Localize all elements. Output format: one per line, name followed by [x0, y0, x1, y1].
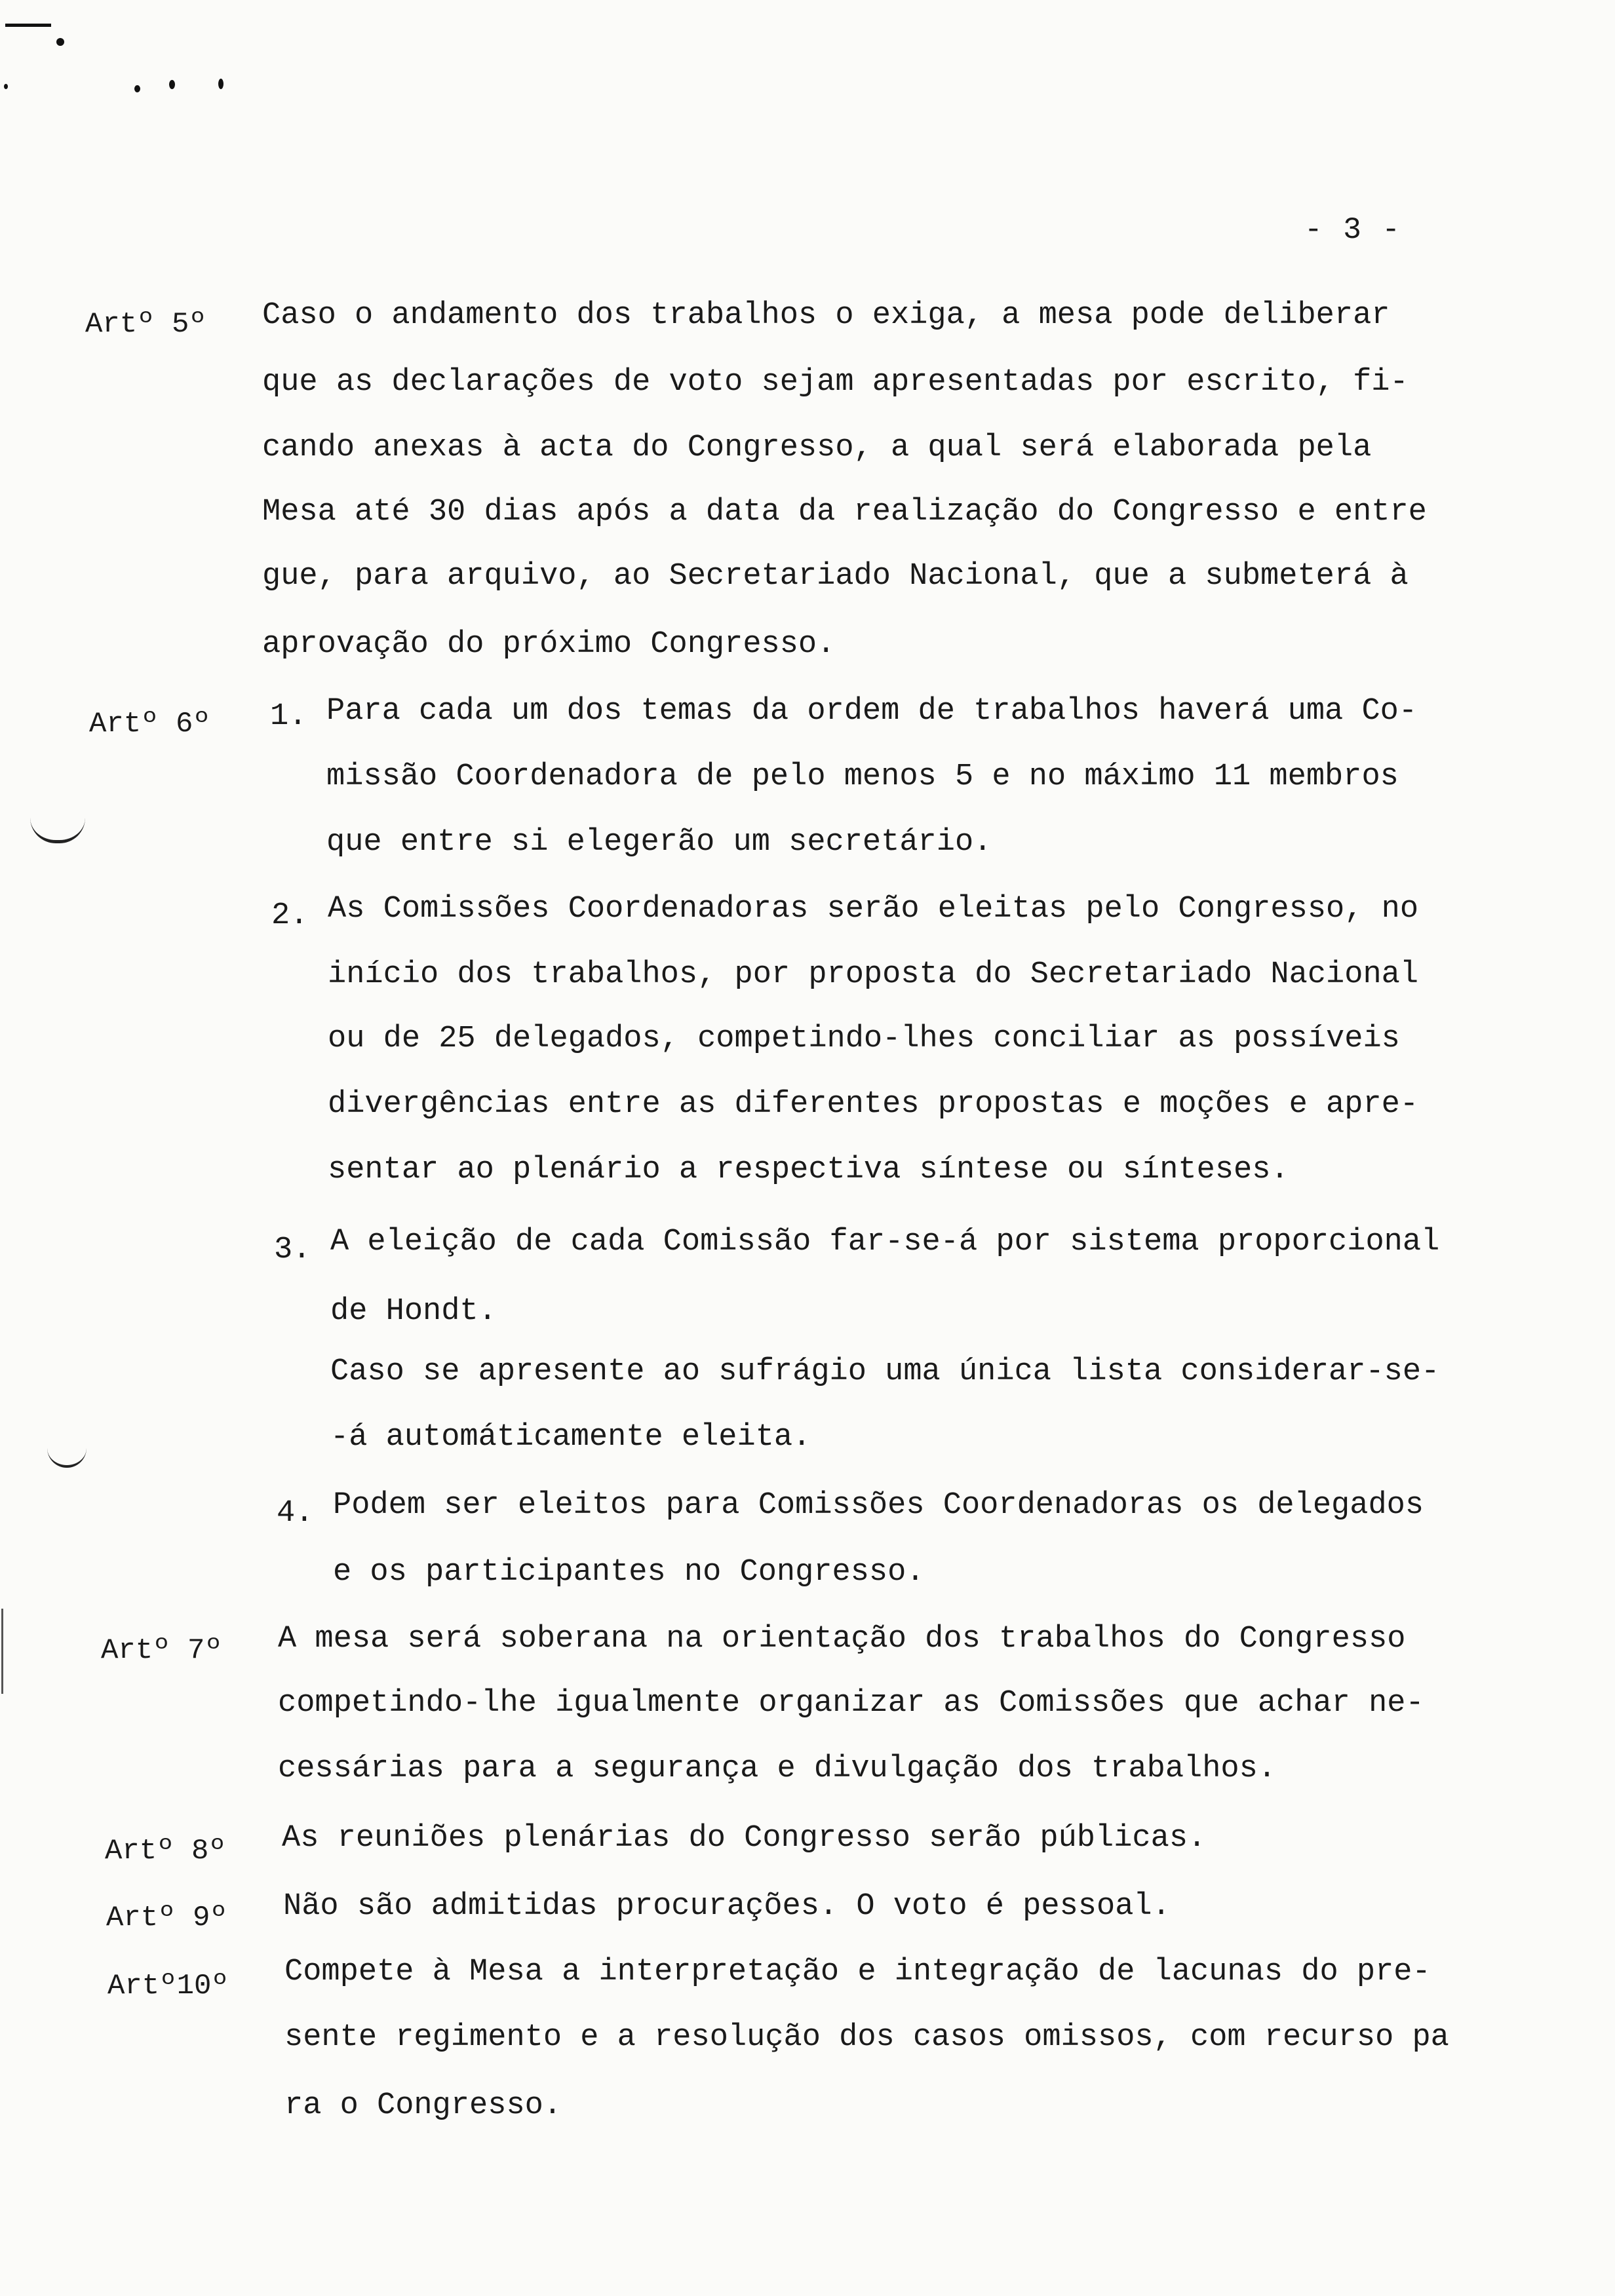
- article-text-line: sente regimento e a resolução dos casos omissos, com recurso pa: [284, 2020, 1449, 2055]
- article-label: Artº 5º: [85, 308, 206, 341]
- scan-speck: [4, 84, 8, 89]
- article-text-line: aprovação do próximo Congresso.: [262, 627, 836, 662]
- article-text-line: que as declarações de voto sejam apresentadas por escrito, fi-: [262, 365, 1409, 400]
- article-text-line: sentar ao plenário a respectiva síntese ou sínteses.: [328, 1153, 1289, 1187]
- article-label: Artº10º: [107, 1970, 229, 2002]
- article-text-line: Para cada um dos temas da ordem de trabalhos haverá uma Co-: [326, 694, 1418, 729]
- article-text-line: ra o Congresso.: [284, 2088, 562, 2123]
- article-text-line: Caso se apresente ao sufrágio uma única lista considerar-se-: [330, 1354, 1440, 1389]
- scan-speck: [56, 38, 64, 46]
- article-text-line: gue, para arquivo, ao Secretariado Nacional, que a submeterá à: [262, 559, 1409, 594]
- article-text-line: que entre si elegerão um secretário.: [326, 825, 992, 860]
- article-label: Artº 7º: [101, 1634, 222, 1667]
- article-text-line: -á automáticamente eleita.: [330, 1420, 811, 1455]
- article-text-line: competindo-lhe igualmente organizar as Comissões que achar ne-: [278, 1686, 1424, 1721]
- margin-mark: [47, 1448, 87, 1468]
- article-text-line: missão Coordenadora de pelo menos 5 e no máximo 11 membros: [326, 759, 1399, 794]
- margin-bar: [1, 1609, 3, 1694]
- article-text-line: Compete à Mesa a interpretação e integração de lacunas do pre-: [284, 1955, 1431, 1989]
- article-text-line: As Comissões Coordenadoras serão eleitas pelo Congresso, no: [328, 892, 1419, 927]
- article-text-line: e os participantes no Congresso.: [333, 1555, 925, 1590]
- article-text-line: Podem ser eleitos para Comissões Coordenadoras os delegados: [333, 1488, 1424, 1523]
- item-number: 1.: [270, 699, 307, 734]
- scan-speck: [169, 80, 175, 89]
- article-text-line: de Hondt.: [330, 1294, 497, 1329]
- article-text-line: Mesa até 30 dias após a data da realização do Congresso e entre: [262, 495, 1427, 529]
- article-label: Artº 9º: [106, 1902, 227, 1934]
- article-text-line: cessárias para a segurança e divulgação dos trabalhos.: [278, 1751, 1277, 1786]
- article-text-line: A eleição de cada Comissão far-se-á por sistema proporcional: [330, 1225, 1440, 1259]
- scan-mark-top-rule: [5, 24, 51, 27]
- scan-speck: [134, 85, 140, 92]
- item-number: 2.: [271, 898, 309, 933]
- article-text-line: Caso o andamento dos trabalhos o exiga, a mesa pode deliberar: [262, 298, 1390, 333]
- article-text-line: divergências entre as diferentes propostas e moções e apre-: [328, 1087, 1419, 1122]
- item-number: 4.: [277, 1496, 314, 1531]
- article-text-line: cando anexas à acta do Congresso, a qual será elaborada pela: [262, 430, 1372, 465]
- article-text-line: início dos trabalhos, por proposta do Secretariado Nacional: [328, 957, 1419, 992]
- article-text-line: As reuniões plenárias do Congresso serão públicas.: [282, 1821, 1207, 1856]
- margin-mark: [30, 818, 85, 843]
- article-label: Artº 6º: [89, 708, 210, 740]
- page-number: - 3 -: [1304, 213, 1402, 247]
- item-number: 3.: [274, 1233, 311, 1267]
- article-text-line: Não são admitidas procurações. O voto é pessoal.: [283, 1889, 1171, 1924]
- scan-speck: [218, 79, 224, 89]
- article-label: Artº 8º: [105, 1835, 226, 1867]
- article-text-line: A mesa será soberana na orientação dos trabalhos do Congresso: [278, 1622, 1406, 1656]
- article-text-line: ou de 25 delegados, competindo-lhes conciliar as possíveis: [328, 1022, 1400, 1056]
